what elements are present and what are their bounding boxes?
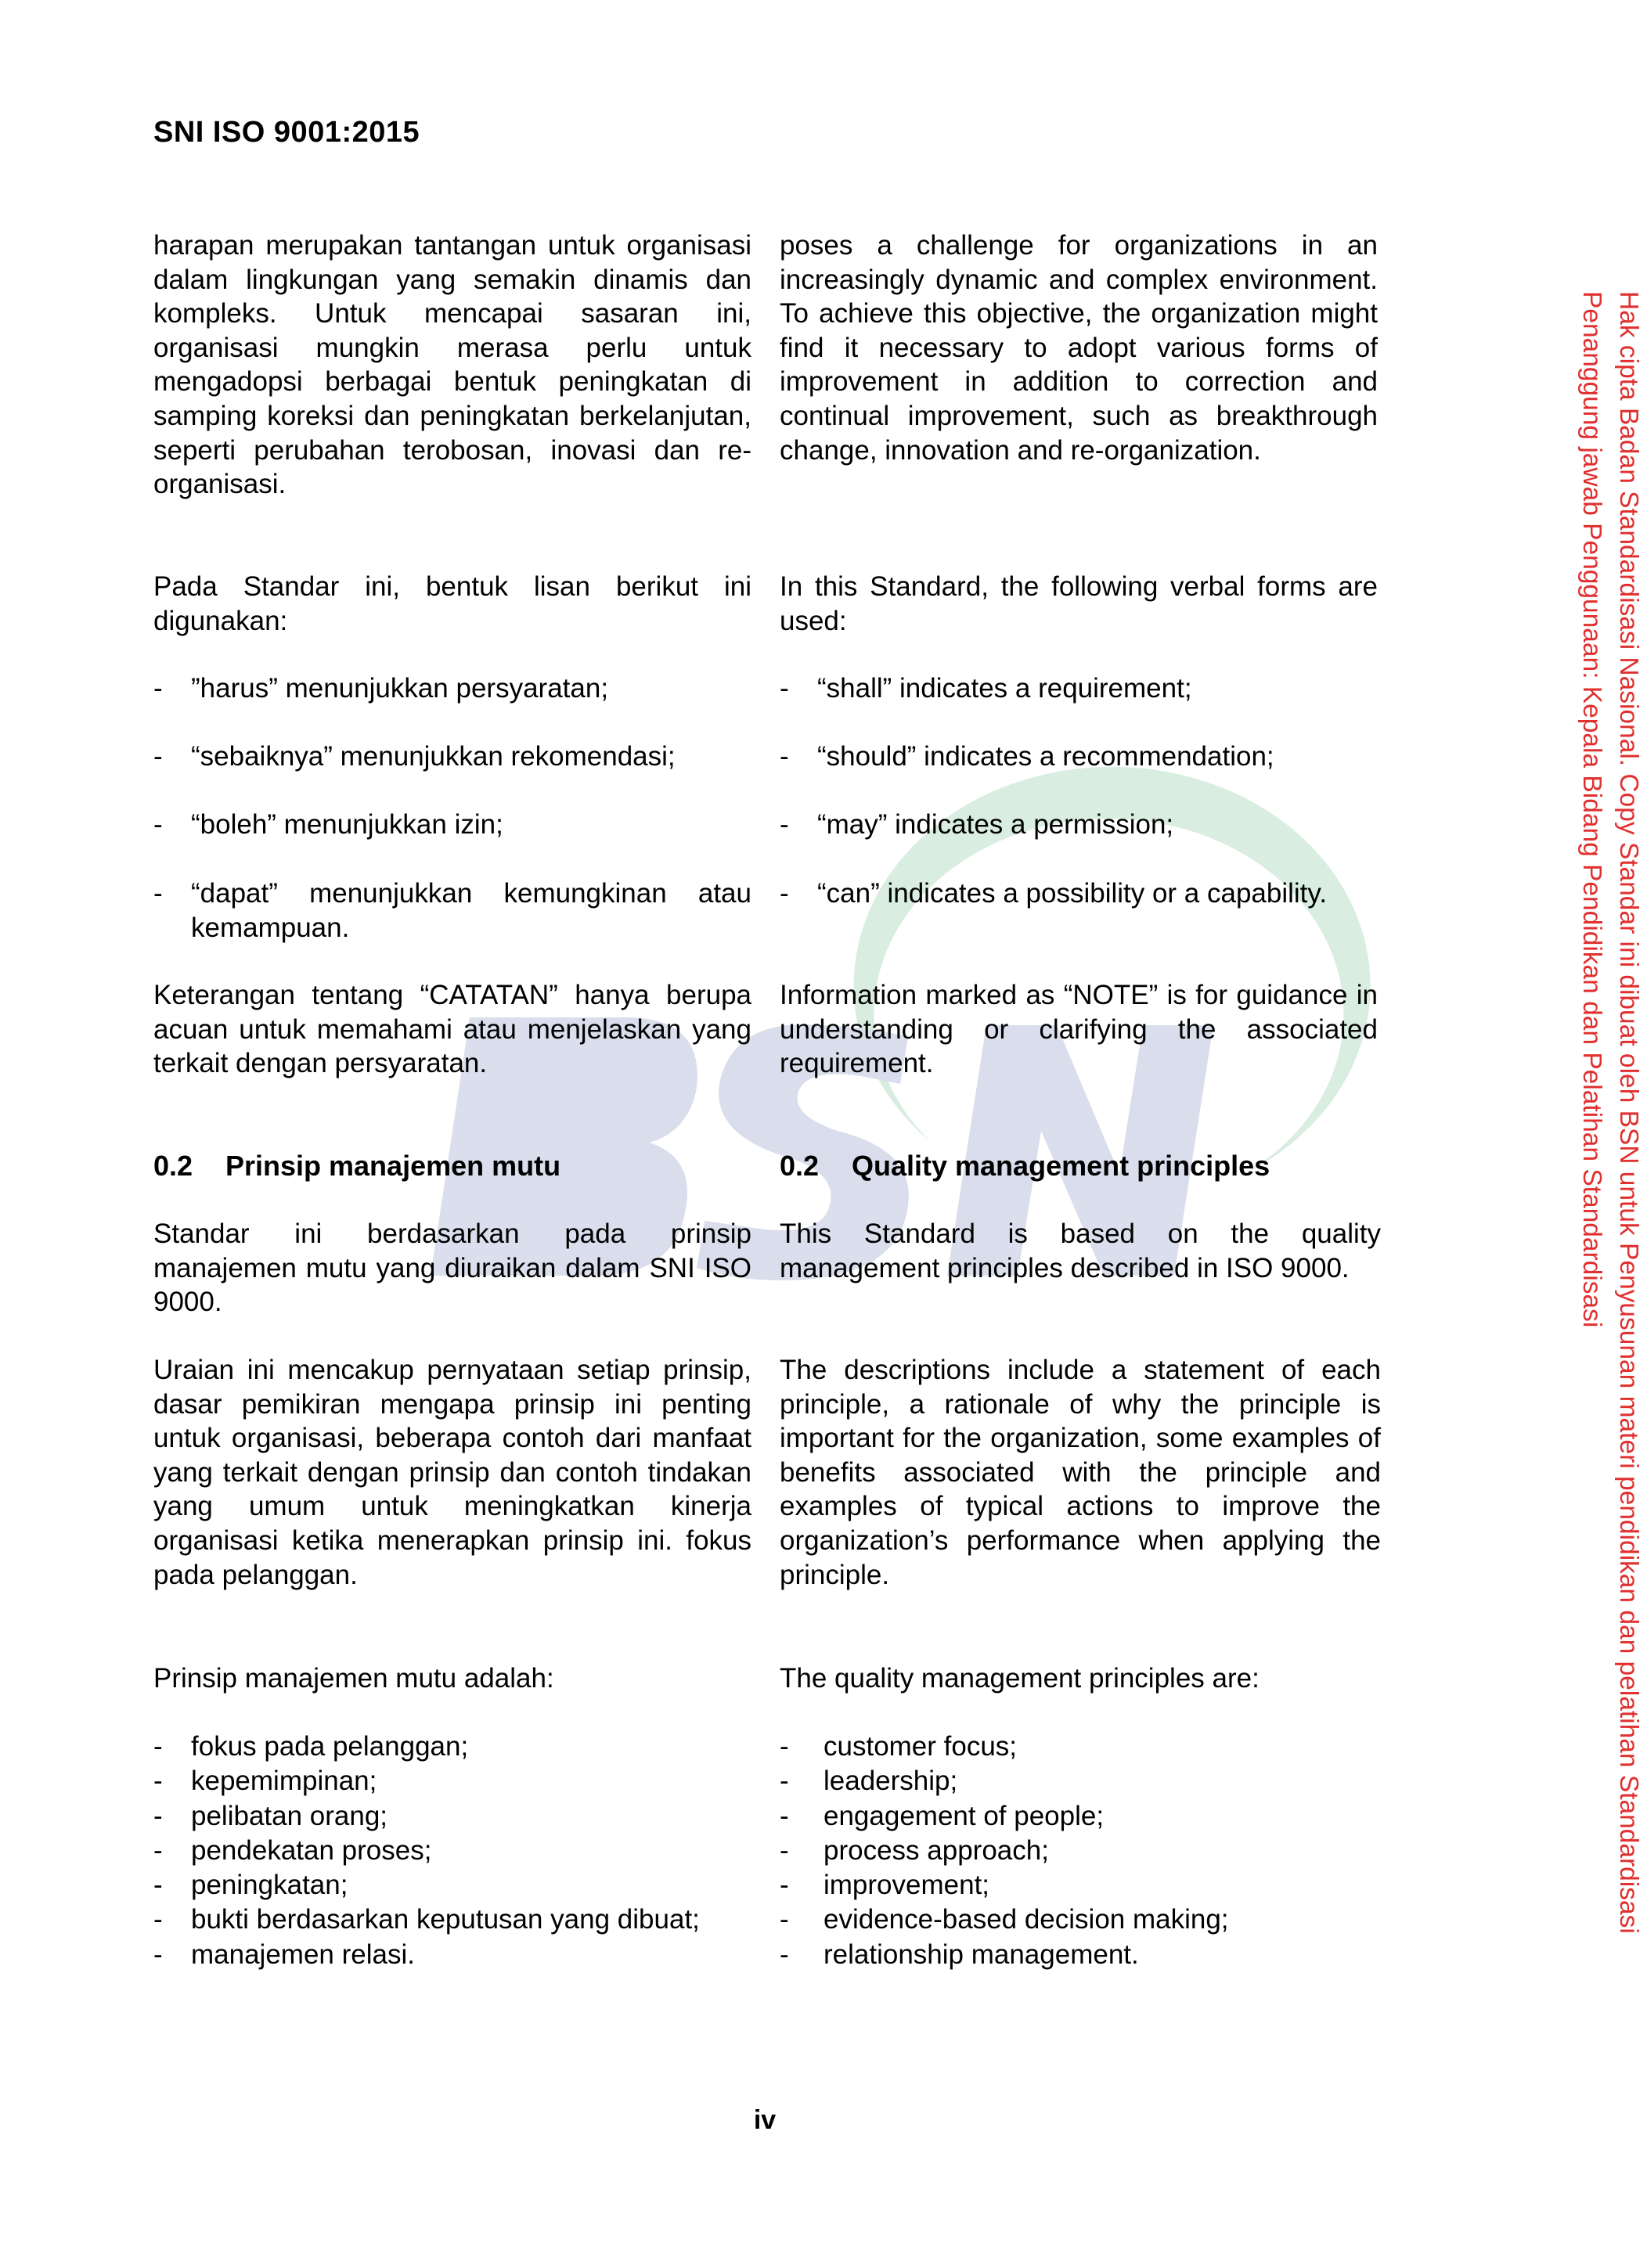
list-item [153, 877, 751, 945]
list-item-text: relationship management. [824, 1939, 1139, 1970]
list-item-text: pelibatan orang; [191, 1800, 388, 1831]
section-title: Prinsip manajemen mutu [225, 1150, 561, 1182]
list-item [780, 1799, 1406, 1834]
list-item-text: improvement; [824, 1870, 990, 1901]
paragraph-verbal-forms: Pada Standar ini, bentuk lisan berikut ini digunakan: [153, 571, 751, 636]
bullet-dash: - [153, 1904, 163, 1935]
list-item [153, 1938, 751, 1972]
list-item [153, 808, 751, 842]
list-item [780, 1834, 1406, 1868]
bullet-dash: - [153, 1800, 163, 1831]
list-item-text: “shall” indicates a requirement; [817, 673, 1192, 704]
bullet-dash: - [780, 809, 789, 840]
paragraph-intro: harapan merupakan tantangan untuk organisasi dalam lingkungan yang semakin dinamis dan kompleks. Untuk mencapai sasaran ini, organisasi mungkin merasa perlu untuk mengadopsi berbagai bentuk peningkatan di samping koreksi dan peningkatan berkelanjutan, seperti perubahan terobosan, inovasi dan re-organisasi. [153, 230, 751, 500]
list-item-text: “dapat” menunjukkan kemungkinan atau kemampuan. [191, 878, 751, 943]
list-item-text: bukti berdasarkan keputusan yang dibuat; [191, 1904, 700, 1935]
bullet-dash: - [780, 741, 789, 772]
list-item [780, 1764, 1406, 1798]
bullet-dash: - [153, 878, 163, 909]
section-title: Quality management principles [852, 1150, 1270, 1182]
paragraph-note: Information marked as “NOTE” is for guidance in understanding or clarifying the associated requirement. [780, 980, 1378, 1079]
list-item-text: “should” indicates a recommendation; [817, 741, 1274, 772]
list-item [153, 1903, 751, 1937]
list-item [153, 1730, 751, 1764]
bullet-dash: - [153, 1870, 163, 1901]
bullet-dash: - [780, 1766, 789, 1797]
paragraph-principles-intro: The quality management principles are: [780, 1663, 1260, 1694]
list-item [153, 1868, 751, 1903]
list-item-text: leadership; [824, 1766, 958, 1797]
list-item [780, 671, 1406, 706]
list-item-text: process approach; [824, 1834, 1049, 1866]
section-number: 0.2 [780, 1150, 820, 1182]
list-item-text: kepemimpinan; [191, 1766, 377, 1797]
bullet-dash: - [780, 1904, 789, 1935]
principles-list [153, 1730, 751, 1972]
copyright-side-note [1573, 291, 1647, 1934]
principles-list [780, 1730, 1406, 1972]
list-item-text: “can” indicates a possibility or a capability. [817, 878, 1328, 909]
list-item [153, 1764, 751, 1798]
bullet-dash: - [780, 1939, 789, 1970]
bullet-dash: - [153, 673, 163, 704]
bullet-dash: - [780, 1834, 789, 1866]
list-item-text: engagement of people; [824, 1800, 1105, 1831]
paragraph-principles-intro: Prinsip manajemen mutu adalah: [153, 1663, 554, 1694]
bullet-dash: - [153, 1766, 163, 1797]
paragraph-verbal-forms: In this Standard, the following verbal forms are used: [780, 571, 1378, 636]
bullet-dash: - [153, 1731, 163, 1762]
paragraph-note: Keterangan tentang “CATATAN” hanya berupa acuan untuk memahami atau menjelaskan yang terkait dengan persyaratan. [153, 980, 751, 1079]
copyright-line-2: Penanggung jawab Penggunaan: Kepala Bidang Pendidikan dan Pelatihan Standardisasi [1577, 291, 1606, 1328]
list-item [780, 808, 1406, 842]
paragraph-intro: poses a challenge for organizations in an increasingly dynamic and complex environment. To achieve this objective, the organization might find it necessary to adopt various forms of improvement in addition to correction and continual improvement, such as breakthrough change, innovation and re-organization. [780, 230, 1378, 466]
bullet-dash: - [780, 1731, 789, 1762]
section-number: 0.2 [153, 1150, 193, 1182]
page-number: iv [753, 2105, 777, 2135]
bullet-dash: - [780, 673, 789, 704]
bullet-dash: - [153, 809, 163, 840]
list-item-text: “sebaiknya” menunjukkan rekomendasi; [191, 741, 676, 772]
list-item [153, 740, 751, 774]
paragraph-basis: Standar ini berdasarkan pada prinsip manajemen mutu yang diuraikan dalam SNI ISO 9000. [153, 1219, 751, 1318]
list-item [780, 1903, 1406, 1937]
list-item [780, 1868, 1406, 1903]
list-item [780, 1730, 1406, 1764]
bullet-dash: - [780, 878, 789, 909]
bullet-dash: - [153, 1939, 163, 1970]
list-item [780, 1938, 1406, 1972]
bullet-dash: - [780, 1870, 789, 1901]
list-item [780, 740, 1406, 774]
list-item [153, 1834, 751, 1868]
list-item-text: “may” indicates a permission; [817, 809, 1174, 840]
section-heading [780, 1149, 1406, 1183]
list-item-text: fokus pada pelanggan; [191, 1731, 469, 1762]
section-heading [153, 1149, 751, 1183]
list-item-text: ”harus” menunjukkan persyaratan; [191, 673, 609, 704]
copyright-line-1: Hak cipta Badan Standardisasi Nasional. Copy Standar ini dibuat oleh BSN untuk Penyusunan materi pendidikan dan pelatihan Standardisasi [1614, 291, 1643, 1934]
bullet-dash: - [780, 1800, 789, 1831]
list-item [153, 671, 751, 706]
bullet-dash: - [153, 741, 163, 772]
paragraph-descriptions: The descriptions include a statement of each principle, a rationale of why the principle is important for the organization, some examples of benefits associated with the principle and examples of typical actions to improve the organization’s performance when applying the principle. [780, 1355, 1381, 1590]
bullet-dash: - [153, 1834, 163, 1866]
list-item-text: peningkatan; [191, 1870, 348, 1901]
paragraph-descriptions: Uraian ini mencakup pernyataan setiap prinsip, dasar pemikiran mengapa prinsip ini penting untuk organisasi, beberapa contoh dari manfaat yang terkait dengan prinsip dan contoh tindakan yang umum untuk meningkatkan kinerja organisasi ketika menerapkan prinsip ini. fokus pada pelanggan. [153, 1355, 751, 1590]
paragraph-basis: This Standard is based on the quality management principles described in ISO 9000. [780, 1219, 1381, 1283]
list-item [780, 877, 1406, 911]
document-header: SNI ISO 9001:2015 [153, 116, 420, 149]
list-item-text: pendekatan proses; [191, 1834, 432, 1866]
list-item [153, 1799, 751, 1834]
list-item-text: manajemen relasi. [191, 1939, 415, 1970]
list-item-text: “boleh” menunjukkan izin; [191, 809, 503, 840]
list-item-text: customer focus; [824, 1731, 1018, 1762]
list-item-text: evidence-based decision making; [824, 1904, 1229, 1935]
